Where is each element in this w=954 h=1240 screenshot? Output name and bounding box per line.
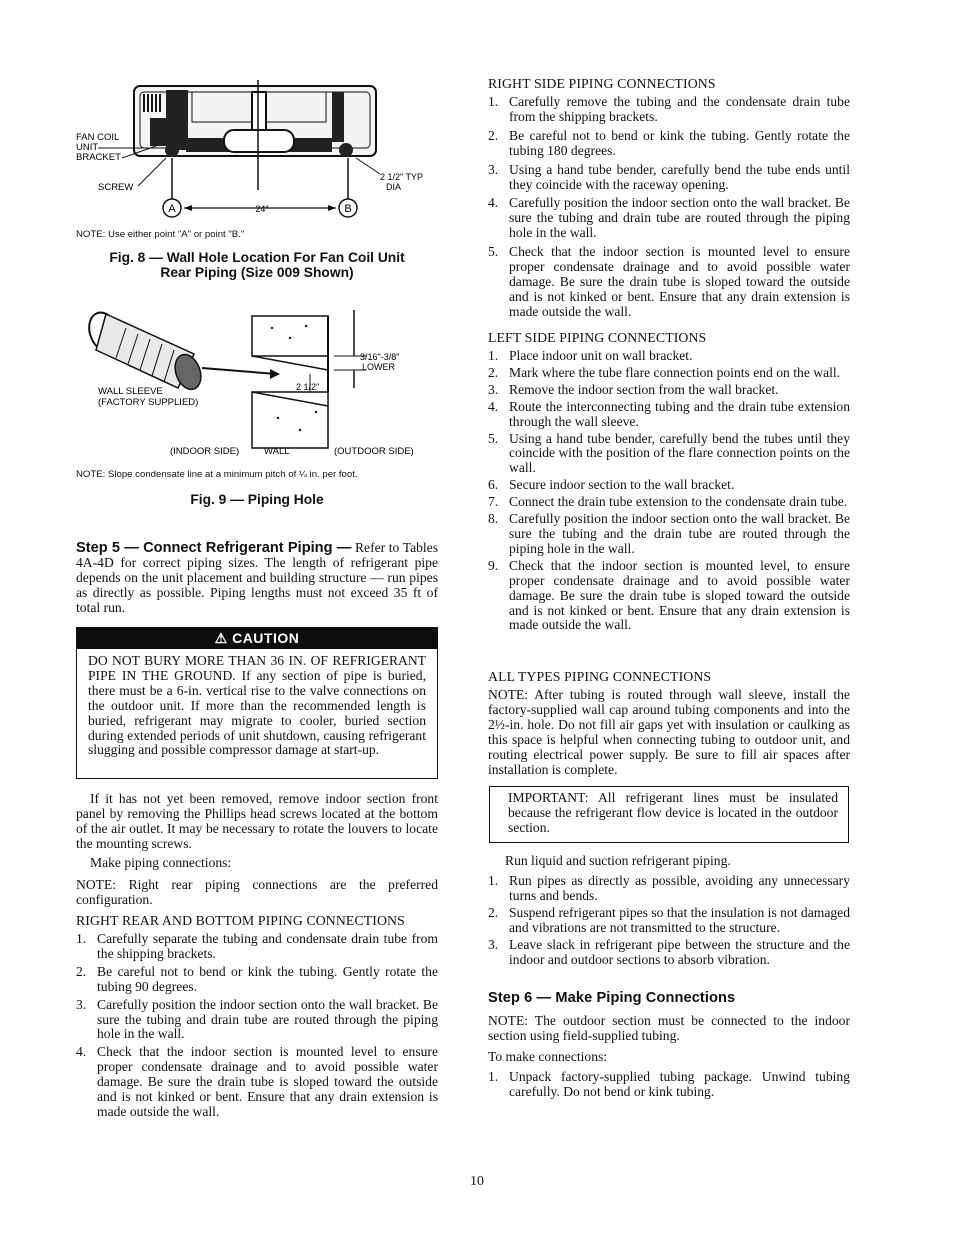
fig9-diagram [76,308,438,460]
list-item: 6. Secure indoor section to the wall bracket. [488,477,735,493]
list-item: 1. Carefully remove the tubing and the condensate drain tube from the shipping brackets. [488,94,850,124]
fig8-label-bracket: BRACKET [76,152,121,163]
fig8-diagram [76,78,438,248]
fig9-label-outdoor: (OUTDOOR SIDE) [334,446,414,457]
wall-lower [252,392,328,448]
left-side-list [488,349,850,633]
wall-upper [252,316,328,356]
fig9-label-wall-sleeve: WALL SLEEVE [98,386,163,397]
list-item: 3. Leave slack in refrigerant pipe between the structure and the indoor and outdoor sections to absorb vibration. [488,936,850,967]
list-item: 3. Carefully position the indoor section onto the wall bracket. Be sure the tubing and drain tube are routed through the piping hole in the wall. [76,996,438,1042]
list-item: 5. Using a hand tube bender, carefully bend the tubes until they coincide with the position of the flare connection points on the wall. [488,430,850,476]
step5-text: Refer to Tables 4A-4D for correct piping sizes. The length of refrigerant pipe depends on the unit placement and building structure — run pipes as directly as possible. Piping lengths must not exceed 35 ft of total run. [76,540,438,615]
step5-paragraph [76,541,438,616]
run-liquid-paragraph: Run liquid and suction refrigerant piping. [505,853,731,868]
list-item: 4. Carefully position the indoor section onto the wall bracket. Be sure the tubing and drain tube are routed through the piping hole in the wall. [488,195,850,241]
fig9-label-2half: 2 1/2" [296,382,320,392]
right-side-heading: RIGHT SIDE PIPING CONNECTIONS [488,76,716,91]
fig9-label-indoor: (INDOOR SIDE) [170,446,240,457]
all-types-heading: ALL TYPES PIPING CONNECTIONS [488,669,712,684]
list-item: 4. Check that the indoor section is mounted level to ensure proper condensate drainage and to avoid possible water damage. Be sure the drain tube is sloped toward the outside and is not kinked or bent. Ensure that any drain extension is made outside the wall. [76,1044,438,1119]
step6-list [488,1070,850,1100]
list-item: 1. Unpack factory-supplied tubing package. Unwind tubing carefully. Do not bend or kink tubing. [488,1069,850,1099]
caution-label: ⚠ CAUTION [77,628,437,649]
step6-title: Step 6 — Make Piping Connections [488,990,736,1006]
fig9-label-wall: WALL [264,446,290,457]
list-item: 2. Mark where the tube flare connection points end on the wall. [488,364,841,380]
list-item: 7. Connect the drain tube extension to the condensate drain tube. [488,494,848,510]
rear-bottom-heading: RIGHT REAR AND BOTTOM PIPING CONNECTIONS [76,913,405,928]
list-item: 4. Route the interconnecting tubing and the drain tube extension through the wall sleeve. [488,398,850,429]
make-piping-paragraph: Make piping connections: [90,855,232,870]
list-item: 1. Carefully separate the tubing and condensate drain tube from the shipping brackets. [76,931,438,961]
fig8-point-b: B [344,203,352,215]
fig8-caption-line1: Fig. 8 — Wall Hole Location For Fan Coil Unit [109,250,405,265]
rear-bottom-list [76,932,438,1120]
fig8-label-dia: DIA [386,182,402,192]
page-number: 10 [470,1174,484,1189]
left-side-heading: LEFT SIDE PIPING CONNECTIONS [488,330,707,345]
fig8-dim-24: 24" [255,204,269,214]
fig8-label-fan-coil: FAN COIL [76,132,120,143]
all-types-note: NOTE: After tubing is routed through wall sleeve, install the factory-supplied wall cap around tubing components and into the 2½-in. hole. Do not fill air gaps yet with insulation or caulking as this space is helpful when connecting tubing to outdoor unit, and routing electrical power supply. Be sure to fill air spaces after installation is complete. [488,687,850,777]
list-item: 1. Place indoor unit on wall bracket. [488,348,693,363]
fig8-label-2half: 2 1/2" TYP [380,172,424,182]
list-item: 2. Be careful not to bend or kink the tubing. Gently rotate the tubing 90 degrees. [76,963,438,994]
fig8-label-screw: SCREW [98,182,134,193]
fig9-caption: Fig. 9 — Piping Hole [190,492,324,507]
list-item: 3. Using a hand tube bender, carefully bend the tube ends until they coincide with the raceway opening. [488,161,850,192]
list-item: 2. Be careful not to bend or kink the tubing. Gently rotate the tubing 180 degrees. [488,127,850,158]
list-item: 5. Check that the indoor section is mounted level to ensure proper condensate drainage and to avoid possible water damage. Be sure the drain tube is sloped toward the outside and is not kinked or bent. Ensure that any drain extension is made outside the wall. [488,244,850,319]
fig8-point-a: A [168,203,176,215]
fig8-label-unit: UNIT [76,142,99,153]
list-item: 2. Suspend refrigerant pipes so that the insulation is not damaged and vibrations are not transmitted to the structure. [488,904,850,935]
list-item: 1. Run pipes as directly as possible, avoiding any unnecessary turns and bends. [488,873,850,903]
fig9-label-factory: (FACTORY SUPPLIED) [98,397,199,408]
fig8-note: NOTE: Use either point "A" or point "B." [76,229,245,240]
caution-box [76,627,438,779]
right-rear-note: NOTE: Right rear piping connections are the preferred configuration. [76,877,438,907]
front-panel-paragraph: If it has not yet been removed, remove indoor section front panel by removing the Phillips head screws located at the bottom of the air outlet. It may be necessary to rotate the louvers to locate the mounting screws. [76,791,438,851]
step6-note: NOTE: The outdoor section must be connected to the indoor section using field-supplied tubing. [488,1013,850,1043]
wall-sleeve-illustration [84,308,205,393]
right-side-list [488,95,850,320]
list-item: 3. Remove the indoor section from the wall bracket. [488,381,779,397]
list-item: 9. Check that the indoor section is mounted level, to ensure proper condensate drainage and to avoid possible water damage. Be sure the drain tube is sloped toward the outside and is not kinked or bent. Ensure that any drain extension is made outside the wall. [488,557,850,633]
important-text: IMPORTANT: All refrigerant lines must be insulated because the refrigerant flow device is located in the outdoor section. [508,790,838,835]
fig9-label-lower: LOWER [362,362,396,372]
caution-text: DO NOT BURY MORE THAN 36 IN. OF REFRIGERANT PIPE IN THE GROUND. If any section of pipe is buried, there must be a 6-in. vertical rise to the valve connections on the outdoor unit. If more than the recommended length is buried, refrigerant may migrate to cooler, buried section during extended periods of unit shutdown, causing refrigerant slugging and possible compressor damage at start-up. [88,653,426,758]
to-make-connections: To make connections: [488,1049,608,1064]
fig9-label-slope: 3/16"-3/8" [360,352,400,362]
run-piping-list [488,874,850,967]
fig8-caption-line2: Rear Piping (Size 009 Shown) [160,265,354,280]
list-item: 8. Carefully position the indoor section onto the wall bracket. Be sure the tubing and the drain tube are routed through the piping hole in the wall. [488,511,850,556]
step5-title: Step 5 — Connect Refrigerant Piping — [76,540,352,556]
important-box [489,786,849,843]
fig9-note: NOTE: Slope condensate line at a minimum pitch of ¼ in. per foot. [76,469,358,480]
